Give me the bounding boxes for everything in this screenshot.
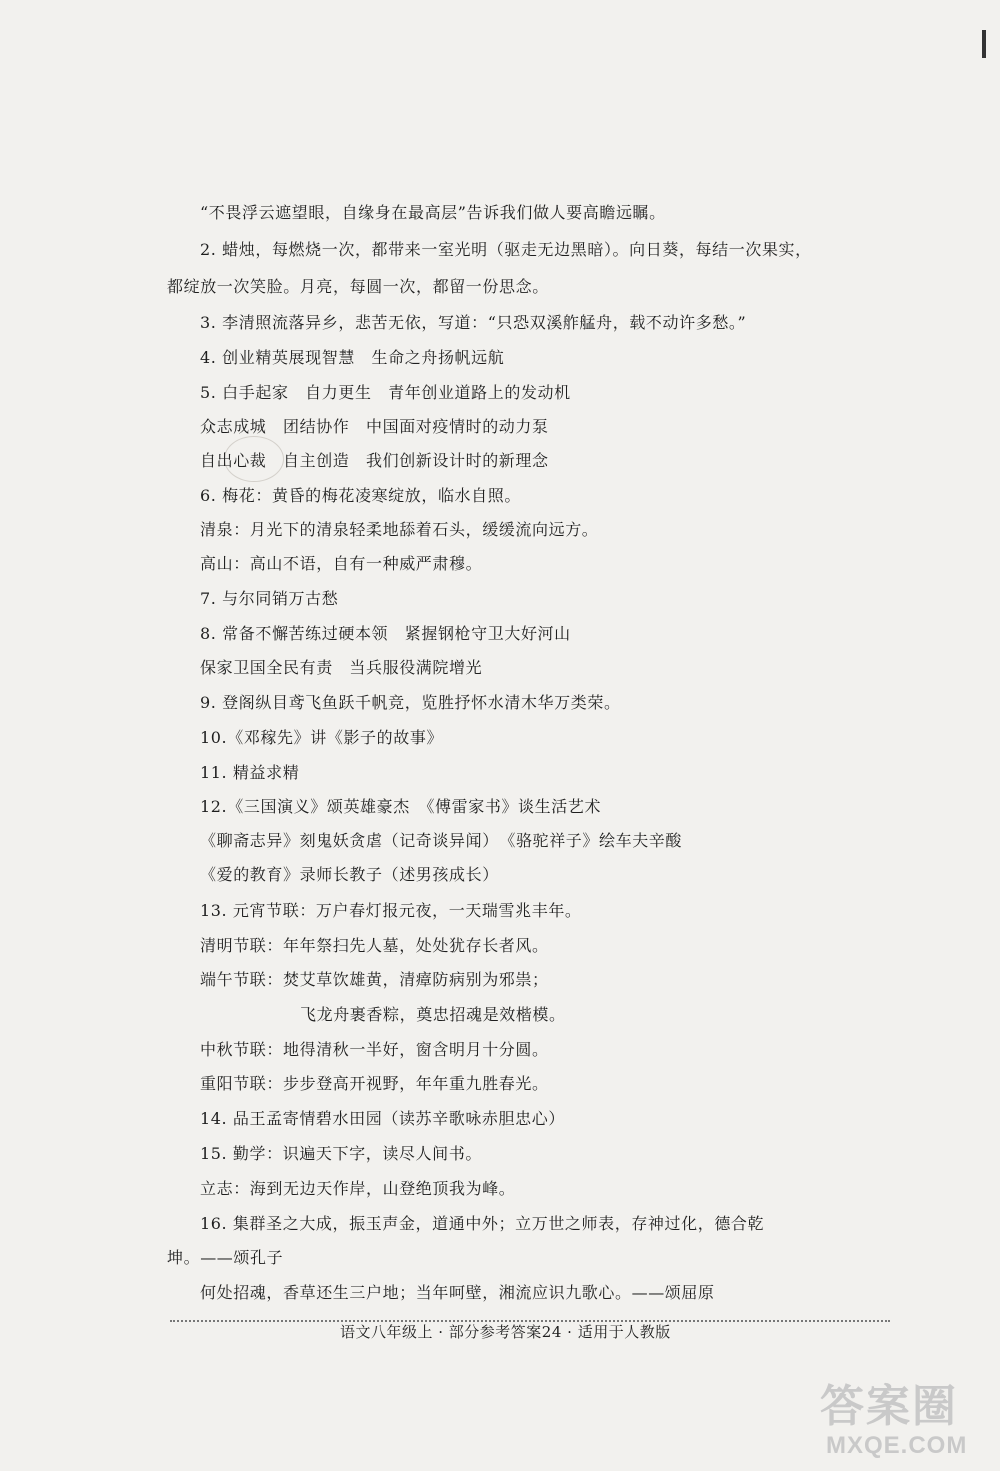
text-line: 13. 元宵节联：万户春灯报元夜，一天瑞雪兆丰年。 (200, 901, 582, 920)
text-line: 清泉：月光下的清泉轻柔地舔着石头，缓缓流向远方。 (200, 520, 599, 539)
text-line: 3. 李清照流落异乡，悲苦无依，写道：“只恐双溪舴艋舟，载不动许多愁。” (200, 313, 747, 332)
text-line: 清明节联：年年祭扫先人墓，处处犹存长者风。 (200, 936, 549, 955)
text-line: 5. 白手起家 自力更生 青年创业道路上的发动机 (200, 383, 571, 402)
text-line: 高山：高山不语，自有一种威严肃穆。 (200, 554, 483, 573)
text-line: 12.《三国演义》颂英雄豪杰 《傅雷家书》谈生活艺术 (200, 797, 602, 816)
edge-mark (982, 30, 986, 58)
text-line: 立志：海到无边天作岸，山登绝顶我为峰。 (200, 1179, 516, 1198)
text-line: 飞龙舟裹香粽，奠忠招魂是效楷模。 (300, 1005, 566, 1024)
text-line: 《聊斋志异》刻鬼妖贪虐（记奇谈异闻） 《骆驼祥子》绘车夫辛酸 (200, 831, 683, 850)
text-line: 9. 登阁纵目鸢飞鱼跃千帆竞，览胜抒怀水清木华万类荣。 (200, 693, 621, 712)
text-line: 何处招魂，香草还生三户地；当年呵壁，湘流应识九歌心。——颂屈原 (200, 1283, 715, 1302)
text-line: 4. 创业精英展现智慧 生命之舟扬帆远航 (200, 348, 505, 367)
text-line: 都绽放一次笑脸。月亮，每圆一次，都留一份思念。 (167, 277, 549, 296)
site-watermark (820, 1370, 990, 1466)
text-line: 《爱的教育》录师长教子（述男孩成长） (200, 865, 499, 884)
text-line: 保家卫国全民有责 当兵服役满院增光 (200, 658, 483, 677)
text-line: 11. 精益求精 (200, 763, 300, 782)
text-line: 7. 与尔同销万古愁 (200, 589, 339, 608)
text-line: 重阳节联：步步登高开视野，年年重九胜春光。 (200, 1074, 549, 1093)
text-line: 坤。——颂孔子 (167, 1248, 284, 1267)
text-line: 16. 集群圣之大成，振玉声金，道通中外；立万世之师表，存神过化，德合乾 (200, 1214, 765, 1233)
text-line: “不畏浮云遮望眼，自缘身在最高层”告诉我们做人要高瞻远瞩。 (200, 203, 666, 222)
text-line: 8. 常备不懈苦练过硬本领 紧握钢枪守卫大好河山 (200, 624, 571, 643)
text-line: 6. 梅花：黄昏的梅花凌寒绽放，临水自照。 (200, 486, 521, 505)
text-line: 10.《邓稼先》讲《影子的故事》 (200, 728, 444, 747)
text-line: 2. 蜡烛，每燃烧一次，都带来一室光明（驱走无边黑暗）。向日葵，每结一次果实， (200, 240, 812, 259)
text-line: 端午节联：焚艾草饮雄黄，清瘴防病别为邪祟； (200, 970, 549, 989)
watermark-url: MXQE.COM (826, 1432, 968, 1459)
page-footer: 语文八年级上 · 部分参考答案24 · 适用于人教版 (340, 1323, 671, 1341)
text-line: 中秋节联：地得清秋一半好，窗含明月十分圆。 (200, 1040, 549, 1059)
text-line: 14. 品王孟寄情碧水田园（读苏辛歌咏赤胆忠心） (200, 1109, 565, 1128)
watermark-logo: 答案圈 (820, 1382, 958, 1431)
text-line: 自出心裁 自主创造 我们创新设计时的新理念 (200, 451, 549, 470)
text-line: 15. 勤学：识遍天下字，读尽人间书。 (200, 1144, 482, 1163)
text-line: 众志成城 团结协作 中国面对疫情时的动力泵 (200, 417, 549, 436)
